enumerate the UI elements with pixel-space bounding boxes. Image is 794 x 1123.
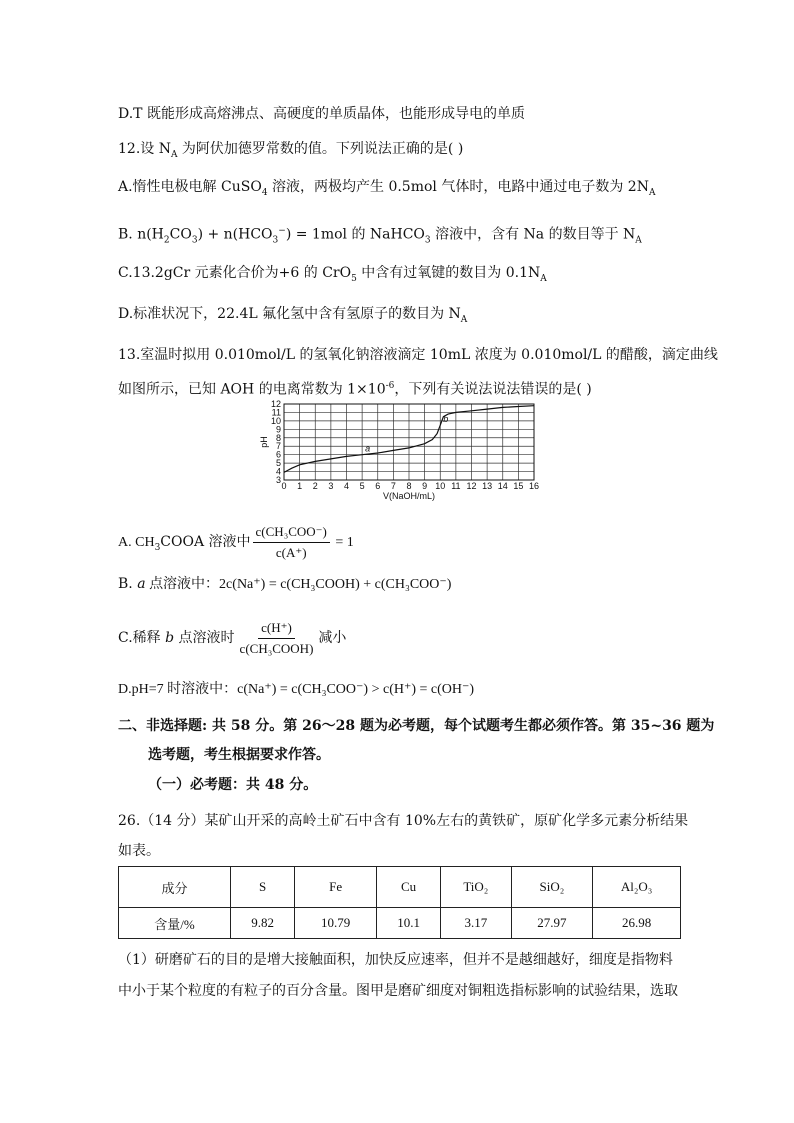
y-tick-label: 10	[270, 415, 281, 426]
question-13-option-c: C.稀释 b 点溶液时 $\frac{c(H^+)}{\text{c(CH₃COOH)}}$ 减小	[118, 619, 347, 656]
x-tick-label: 5	[359, 481, 365, 491]
chart-ticks	[271, 399, 539, 491]
table-header-cell: TiO₂	[441, 867, 511, 908]
table-header-row	[119, 867, 681, 908]
question-12-option-c: C.13.2gCr 元素化合价为+6 的 CrO$_5$ 中含有过氧键的数目为 $0.1N_A$	[118, 265, 547, 284]
question-13-option-d: D.pH=7 时溶液中：c(Na⁺) = c(CH₃COO⁻) > c(H⁺) = c(OH⁻)	[118, 682, 475, 697]
y-tick-label: 12	[270, 399, 281, 409]
table-cell: 27.97	[511, 908, 593, 939]
ore-composition-table	[118, 866, 681, 939]
table-cell: 3.17	[441, 908, 511, 939]
question-12-stem: 12.设 $N_A$ 为阿伏加德罗常数的值。下列说法正确的是( )	[118, 141, 464, 160]
section-2-heading-line1: 二、非选择题: 共 58 分。第 26～28 题为必考题，每个试题考生都必须作答。第 35~36 题为	[118, 718, 715, 734]
table-cell: 含量/%	[119, 908, 231, 939]
x-tick-label: 11	[451, 481, 461, 491]
x-tick-label: 14	[497, 481, 508, 491]
titration-curve-chart	[258, 398, 540, 502]
section-2-heading-line2: 选考题，考生根据要求作答。	[148, 747, 330, 763]
question-13-stem-line1: 13.室温时拟用 0.010mol/L 的氢氧化钠溶液滴定 10mL 浓度为 0.010mol/L 的醋酸，滴定曲线	[118, 347, 718, 363]
table-header-cell: SiO₂	[511, 867, 593, 908]
question-26-part1-line2: 中小于某个粒度的有粒子的百分含量。图甲是磨矿细度对铜粗选指标影响的试验结果，选取	[118, 983, 678, 999]
question-12-option-d: D.标准状况下，22.4L 氟化氢中含有氢原子的数目为 $N_A$	[118, 306, 468, 325]
table-cell: 10.79	[295, 908, 377, 939]
x-axis-label: V(NaOH/mL)	[382, 491, 436, 501]
question-12-option-a: A.惰性电极电解 CuSO$_4$ 溶液，两极均产生 0.5mol 气体时，电路中通过电子数为 $2N_A$	[118, 179, 656, 198]
table-cell: 26.98	[593, 908, 681, 939]
y-tick-label: 8	[275, 432, 281, 443]
table-cell: 10.1	[376, 908, 440, 939]
x-tick-label: 6	[375, 481, 381, 491]
x-tick-label: 13	[482, 481, 493, 491]
x-tick-label: 4	[343, 481, 350, 491]
y-tick-label: 6	[275, 449, 281, 460]
x-tick-label: 7	[390, 481, 396, 491]
y-tick-label: 4	[275, 466, 281, 477]
y-axis-label: pH	[259, 436, 269, 448]
question-26-stem-line2: 如表。	[118, 843, 160, 859]
question-12-option-b: B. $n(H_2CO_3) + n(HCO_3^-) = 1mol$ 的 NaHCO$_3$ 溶液中，含有 Na 的数目等于 $N_A$	[118, 226, 642, 246]
table-header-cell: 成分	[119, 867, 231, 908]
fraction-c: $\frac{c(H^+)}{\text{c(CH₃COOH)}}$	[239, 619, 314, 656]
x-tick-label: 12	[466, 481, 477, 491]
x-tick-label: 10	[435, 481, 446, 491]
fraction-a: $\frac{\text{c(CH₃COO⁻)}}{c(A^+)}$	[253, 523, 330, 562]
y-tick-label: 11	[271, 407, 281, 418]
table-row	[119, 908, 681, 939]
question-13-option-a: A. $CH_3COOA$ 溶液中 $\frac{\text{c(CH₃COO⁻)}}{c(A^+)}$ = 1	[118, 523, 354, 560]
table-header-cell: Cu	[376, 867, 440, 908]
table-header-cell: Al₂O₃	[593, 867, 681, 908]
y-tick-label: 9	[275, 424, 281, 435]
question-13-option-b: B. a 点溶液中：2c(Na⁺) = c(CH₃COOH) + c(CH₃COO⁻)	[118, 576, 452, 592]
point-annotation: a	[365, 443, 371, 454]
x-tick-label: 3	[328, 481, 334, 491]
x-tick-label: 16	[528, 481, 540, 491]
x-tick-label: 9	[422, 481, 428, 491]
section-2-subheading: （一）必考题：共 48 分。	[148, 777, 318, 793]
y-tick-label: 3	[275, 475, 281, 485]
table-cell: 9.82	[231, 908, 295, 939]
question-26-stem-line1: 26.（14 分）某矿山开采的高岭土矿石中含有 10%左右的黄铁矿，原矿化学多元素分析结果	[118, 813, 689, 829]
y-tick-label: 7	[275, 441, 281, 452]
question-26-part1-line1: （1）研磨矿石的目的是增大接触面积，加快反应速率，但并不是越细越好，细度是指物料	[118, 952, 673, 968]
point-annotation: b	[443, 414, 449, 425]
table-header-cell: Fe	[295, 867, 377, 908]
question-13-stem-line2: 如图所示，已知 AOH 的电离常数为 $1\times 10^{-6}$，下列有关说法说法错误的是( )	[118, 381, 592, 398]
x-tick-label: 15	[513, 481, 524, 491]
option-d-line: D.T 既能形成高熔沸点、高硬度的单质晶体，也能形成导电的单质	[118, 106, 525, 122]
x-tick-label: 2	[312, 481, 318, 491]
chart-grid	[284, 404, 534, 480]
x-tick-label: 1	[297, 481, 303, 491]
table-header-cell: S	[231, 867, 295, 908]
y-tick-label: 5	[275, 458, 281, 469]
x-tick-label: 8	[406, 481, 412, 491]
x-tick-label: 0	[281, 481, 287, 491]
